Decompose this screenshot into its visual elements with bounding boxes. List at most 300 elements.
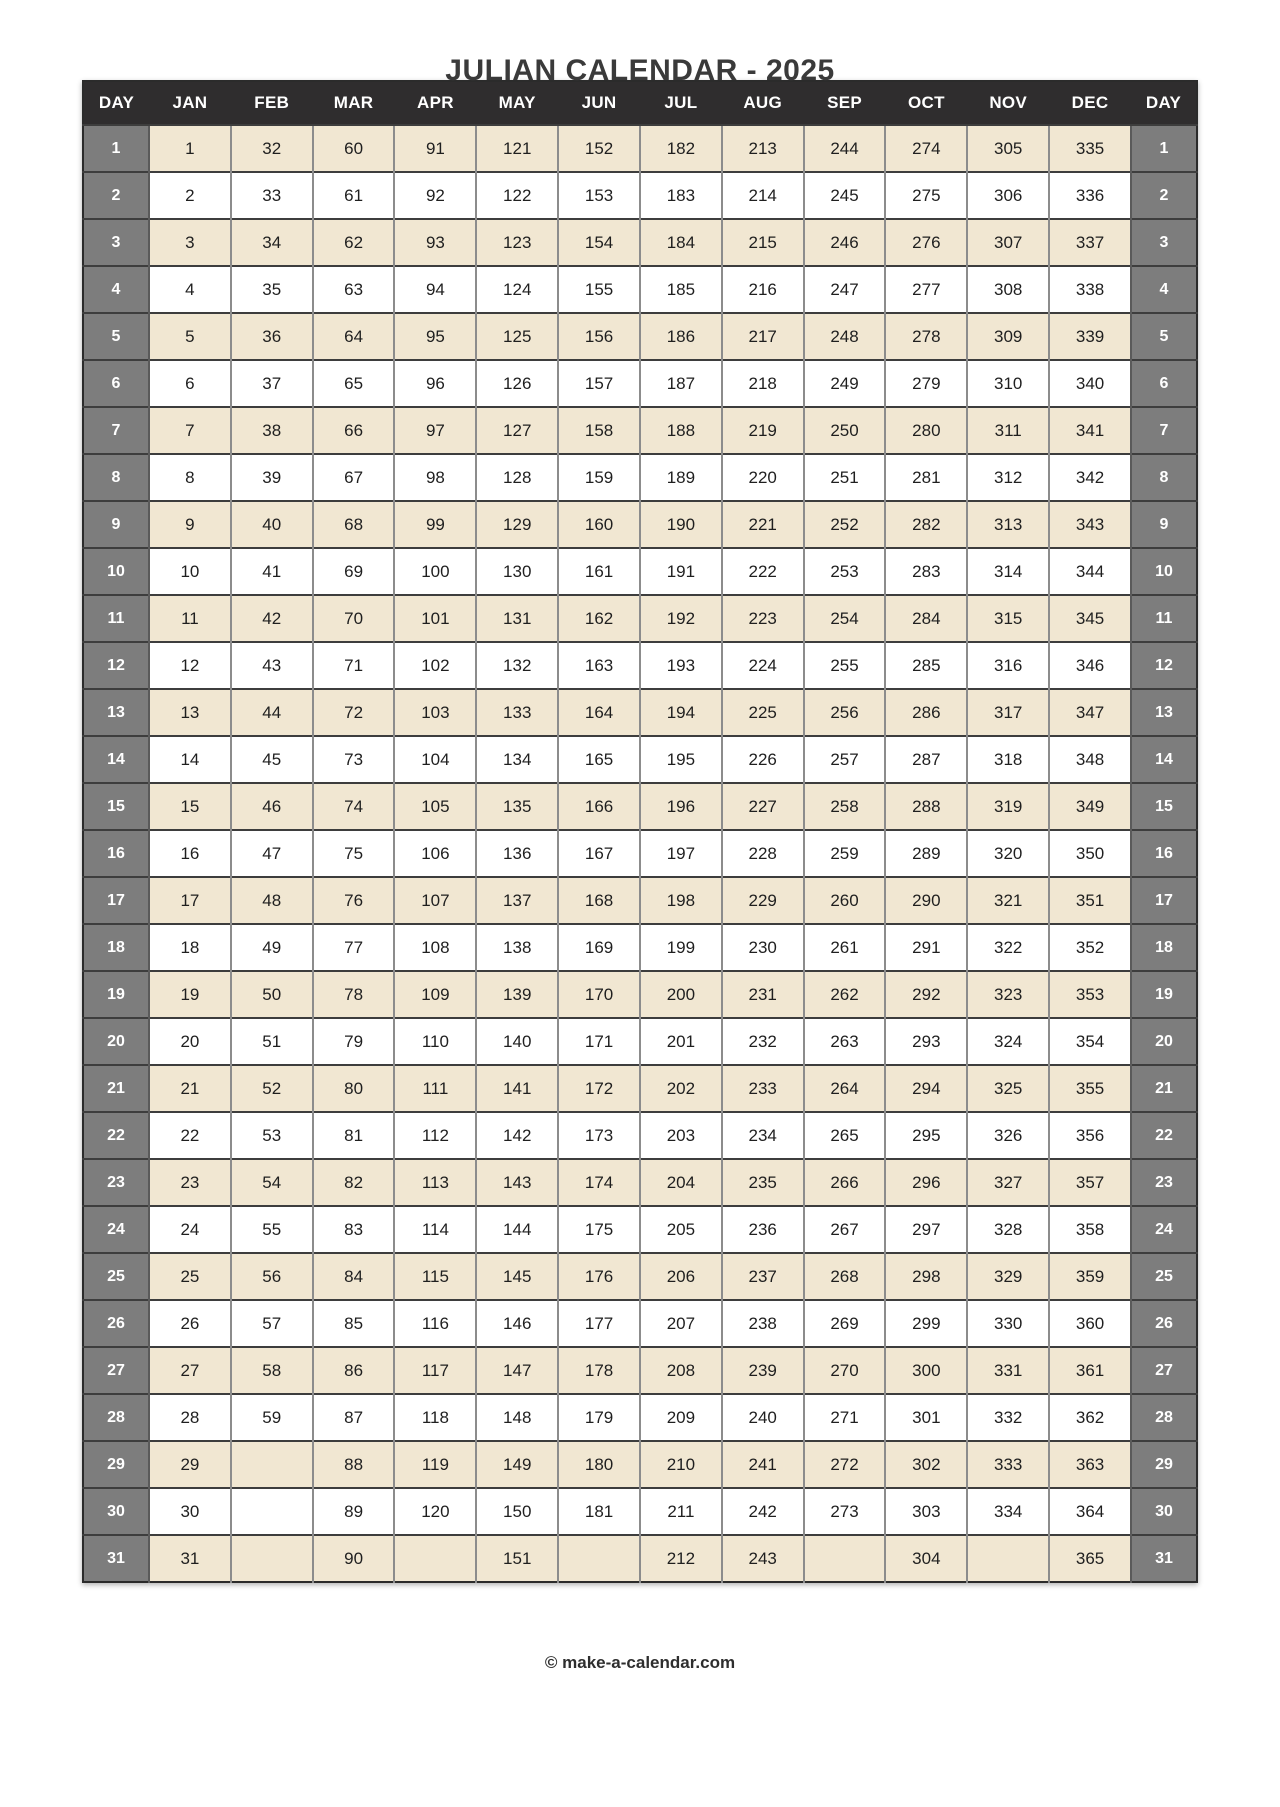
julian-day-cell: 308 bbox=[967, 266, 1049, 313]
julian-day-cell: 208 bbox=[640, 1347, 722, 1394]
julian-day-cell: 2 bbox=[149, 172, 231, 219]
julian-day-cell: 106 bbox=[394, 830, 476, 877]
calendar-row-9 bbox=[83, 501, 1197, 548]
julian-day-cell: 181 bbox=[558, 1488, 640, 1535]
julian-day-cell: 96 bbox=[394, 360, 476, 407]
julian-day-cell: 350 bbox=[1049, 830, 1131, 877]
julian-day-cell: 213 bbox=[722, 125, 804, 172]
julian-day-cell: 87 bbox=[313, 1394, 395, 1441]
julian-day-cell: 99 bbox=[394, 501, 476, 548]
julian-day-cell: 139 bbox=[476, 971, 558, 1018]
month-header-dec: DEC bbox=[1049, 81, 1131, 125]
julian-day-cell: 270 bbox=[804, 1347, 886, 1394]
day-cell-right: 27 bbox=[1131, 1347, 1197, 1394]
julian-day-cell: 138 bbox=[476, 924, 558, 971]
julian-day-cell: 268 bbox=[804, 1253, 886, 1300]
julian-day-cell: 144 bbox=[476, 1206, 558, 1253]
day-cell-right: 15 bbox=[1131, 783, 1197, 830]
julian-day-cell: 134 bbox=[476, 736, 558, 783]
day-cell-left: 9 bbox=[83, 501, 149, 548]
julian-day-cell: 288 bbox=[885, 783, 967, 830]
julian-day-cell: 307 bbox=[967, 219, 1049, 266]
julian-day-cell: 327 bbox=[967, 1159, 1049, 1206]
calendar-row-10 bbox=[83, 548, 1197, 595]
julian-day-cell: 205 bbox=[640, 1206, 722, 1253]
julian-day-cell: 294 bbox=[885, 1065, 967, 1112]
julian-day-cell: 194 bbox=[640, 689, 722, 736]
julian-day-cell: 117 bbox=[394, 1347, 476, 1394]
julian-day-cell: 365 bbox=[1049, 1535, 1131, 1582]
julian-day-cell: 265 bbox=[804, 1112, 886, 1159]
julian-day-cell: 130 bbox=[476, 548, 558, 595]
julian-day-cell: 34 bbox=[231, 219, 313, 266]
day-cell-right: 16 bbox=[1131, 830, 1197, 877]
julian-day-cell: 111 bbox=[394, 1065, 476, 1112]
julian-day-cell: 56 bbox=[231, 1253, 313, 1300]
julian-day-cell: 163 bbox=[558, 642, 640, 689]
julian-day-cell: 115 bbox=[394, 1253, 476, 1300]
julian-day-cell: 154 bbox=[558, 219, 640, 266]
day-cell-left: 17 bbox=[83, 877, 149, 924]
julian-day-cell: 319 bbox=[967, 783, 1049, 830]
julian-day-cell: 187 bbox=[640, 360, 722, 407]
month-header-jan: JAN bbox=[149, 81, 231, 125]
julian-day-cell: 35 bbox=[231, 266, 313, 313]
footer-credit: © make-a-calendar.com bbox=[544, 1653, 736, 1672]
month-header-sep: SEP bbox=[804, 81, 886, 125]
day-cell-left: 29 bbox=[83, 1441, 149, 1488]
day-cell-left: 5 bbox=[83, 313, 149, 360]
julian-day-cell: 266 bbox=[804, 1159, 886, 1206]
julian-day-cell: 343 bbox=[1049, 501, 1131, 548]
julian-day-cell: 306 bbox=[967, 172, 1049, 219]
day-cell-right: 14 bbox=[1131, 736, 1197, 783]
julian-day-cell: 21 bbox=[149, 1065, 231, 1112]
day-cell-right: 2 bbox=[1131, 172, 1197, 219]
julian-day-cell: 207 bbox=[640, 1300, 722, 1347]
julian-day-cell: 44 bbox=[231, 689, 313, 736]
julian-day-cell: 135 bbox=[476, 783, 558, 830]
julian-day-cell: 38 bbox=[231, 407, 313, 454]
julian-day-cell: 66 bbox=[313, 407, 395, 454]
julian-day-cell: 51 bbox=[231, 1018, 313, 1065]
julian-day-cell: 19 bbox=[149, 971, 231, 1018]
julian-day-cell: 211 bbox=[640, 1488, 722, 1535]
julian-day-cell: 97 bbox=[394, 407, 476, 454]
julian-day-cell: 81 bbox=[313, 1112, 395, 1159]
day-header-left: DAY bbox=[83, 81, 149, 125]
julian-day-cell: 41 bbox=[231, 548, 313, 595]
julian-day-cell: 173 bbox=[558, 1112, 640, 1159]
julian-day-cell: 8 bbox=[149, 454, 231, 501]
julian-day-cell: 150 bbox=[476, 1488, 558, 1535]
julian-day-cell: 338 bbox=[1049, 266, 1131, 313]
day-cell-right: 31 bbox=[1131, 1535, 1197, 1582]
julian-day-cell: 77 bbox=[313, 924, 395, 971]
julian-day-cell: 200 bbox=[640, 971, 722, 1018]
julian-day-cell: 15 bbox=[149, 783, 231, 830]
julian-day-cell: 92 bbox=[394, 172, 476, 219]
julian-day-cell bbox=[558, 1535, 640, 1582]
julian-day-cell: 104 bbox=[394, 736, 476, 783]
julian-day-cell: 28 bbox=[149, 1394, 231, 1441]
julian-day-cell: 318 bbox=[967, 736, 1049, 783]
julian-day-cell: 72 bbox=[313, 689, 395, 736]
julian-day-cell: 231 bbox=[722, 971, 804, 1018]
julian-day-cell: 344 bbox=[1049, 548, 1131, 595]
julian-day-cell: 59 bbox=[231, 1394, 313, 1441]
julian-day-cell: 5 bbox=[149, 313, 231, 360]
julian-day-cell: 58 bbox=[231, 1347, 313, 1394]
julian-day-cell: 103 bbox=[394, 689, 476, 736]
julian-day-cell: 88 bbox=[313, 1441, 395, 1488]
julian-day-cell: 17 bbox=[149, 877, 231, 924]
julian-day-cell: 70 bbox=[313, 595, 395, 642]
julian-day-cell: 250 bbox=[804, 407, 886, 454]
julian-day-cell: 31 bbox=[149, 1535, 231, 1582]
julian-day-cell: 146 bbox=[476, 1300, 558, 1347]
julian-day-cell: 349 bbox=[1049, 783, 1131, 830]
julian-day-cell: 83 bbox=[313, 1206, 395, 1253]
julian-day-cell: 189 bbox=[640, 454, 722, 501]
julian-day-cell: 46 bbox=[231, 783, 313, 830]
julian-day-cell: 286 bbox=[885, 689, 967, 736]
julian-day-cell: 171 bbox=[558, 1018, 640, 1065]
julian-day-cell: 25 bbox=[149, 1253, 231, 1300]
julian-day-cell: 210 bbox=[640, 1441, 722, 1488]
julian-day-cell: 6 bbox=[149, 360, 231, 407]
julian-day-cell: 342 bbox=[1049, 454, 1131, 501]
julian-day-cell: 321 bbox=[967, 877, 1049, 924]
julian-day-cell: 356 bbox=[1049, 1112, 1131, 1159]
day-cell-left: 13 bbox=[83, 689, 149, 736]
julian-day-cell: 107 bbox=[394, 877, 476, 924]
julian-day-cell: 155 bbox=[558, 266, 640, 313]
julian-day-cell: 347 bbox=[1049, 689, 1131, 736]
julian-day-cell: 199 bbox=[640, 924, 722, 971]
julian-day-cell: 55 bbox=[231, 1206, 313, 1253]
julian-day-cell: 175 bbox=[558, 1206, 640, 1253]
julian-day-cell: 157 bbox=[558, 360, 640, 407]
day-cell-right: 24 bbox=[1131, 1206, 1197, 1253]
calendar-row-24 bbox=[83, 1206, 1197, 1253]
julian-day-cell: 252 bbox=[804, 501, 886, 548]
julian-day-cell: 364 bbox=[1049, 1488, 1131, 1535]
julian-day-cell: 136 bbox=[476, 830, 558, 877]
day-cell-right: 26 bbox=[1131, 1300, 1197, 1347]
julian-day-cell: 301 bbox=[885, 1394, 967, 1441]
julian-day-cell: 4 bbox=[149, 266, 231, 313]
julian-day-cell: 45 bbox=[231, 736, 313, 783]
julian-day-cell: 178 bbox=[558, 1347, 640, 1394]
month-header-mar: MAR bbox=[313, 81, 395, 125]
julian-day-cell: 291 bbox=[885, 924, 967, 971]
calendar-row-4 bbox=[83, 266, 1197, 313]
julian-day-cell: 220 bbox=[722, 454, 804, 501]
julian-day-cell: 241 bbox=[722, 1441, 804, 1488]
julian-day-cell: 73 bbox=[313, 736, 395, 783]
julian-day-cell: 133 bbox=[476, 689, 558, 736]
month-header-aug: AUG bbox=[722, 81, 804, 125]
julian-day-cell: 132 bbox=[476, 642, 558, 689]
julian-day-cell: 57 bbox=[231, 1300, 313, 1347]
julian-calendar-table bbox=[82, 80, 1198, 1583]
julian-day-cell: 50 bbox=[231, 971, 313, 1018]
julian-day-cell: 67 bbox=[313, 454, 395, 501]
julian-day-cell: 224 bbox=[722, 642, 804, 689]
julian-day-cell: 218 bbox=[722, 360, 804, 407]
julian-day-cell: 226 bbox=[722, 736, 804, 783]
julian-day-cell: 292 bbox=[885, 971, 967, 1018]
julian-day-cell: 204 bbox=[640, 1159, 722, 1206]
month-header-oct: OCT bbox=[885, 81, 967, 125]
julian-day-cell: 180 bbox=[558, 1441, 640, 1488]
julian-day-cell: 125 bbox=[476, 313, 558, 360]
julian-day-cell: 289 bbox=[885, 830, 967, 877]
julian-day-cell: 258 bbox=[804, 783, 886, 830]
julian-day-cell: 167 bbox=[558, 830, 640, 877]
julian-day-cell: 331 bbox=[967, 1347, 1049, 1394]
julian-day-cell: 362 bbox=[1049, 1394, 1131, 1441]
julian-day-cell: 105 bbox=[394, 783, 476, 830]
julian-day-cell: 216 bbox=[722, 266, 804, 313]
day-cell-left: 24 bbox=[83, 1206, 149, 1253]
julian-day-cell: 90 bbox=[313, 1535, 395, 1582]
julian-day-cell: 54 bbox=[231, 1159, 313, 1206]
julian-day-cell: 49 bbox=[231, 924, 313, 971]
julian-day-cell: 311 bbox=[967, 407, 1049, 454]
julian-day-cell: 168 bbox=[558, 877, 640, 924]
julian-day-cell: 337 bbox=[1049, 219, 1131, 266]
julian-day-cell bbox=[231, 1441, 313, 1488]
julian-day-cell: 279 bbox=[885, 360, 967, 407]
julian-day-cell: 121 bbox=[476, 125, 558, 172]
julian-day-cell: 335 bbox=[1049, 125, 1131, 172]
julian-day-cell: 201 bbox=[640, 1018, 722, 1065]
julian-day-cell: 183 bbox=[640, 172, 722, 219]
day-cell-left: 7 bbox=[83, 407, 149, 454]
day-cell-left: 26 bbox=[83, 1300, 149, 1347]
calendar-row-27 bbox=[83, 1347, 1197, 1394]
julian-day-cell: 186 bbox=[640, 313, 722, 360]
julian-day-cell: 259 bbox=[804, 830, 886, 877]
calendar-row-3 bbox=[83, 219, 1197, 266]
julian-day-cell: 128 bbox=[476, 454, 558, 501]
julian-day-cell: 253 bbox=[804, 548, 886, 595]
julian-day-cell: 152 bbox=[558, 125, 640, 172]
day-cell-left: 27 bbox=[83, 1347, 149, 1394]
day-cell-left: 21 bbox=[83, 1065, 149, 1112]
julian-day-cell: 42 bbox=[231, 595, 313, 642]
julian-day-cell: 145 bbox=[476, 1253, 558, 1300]
julian-day-cell: 243 bbox=[722, 1535, 804, 1582]
julian-day-cell: 358 bbox=[1049, 1206, 1131, 1253]
julian-day-cell: 124 bbox=[476, 266, 558, 313]
julian-day-cell: 122 bbox=[476, 172, 558, 219]
julian-day-cell: 232 bbox=[722, 1018, 804, 1065]
julian-day-cell: 203 bbox=[640, 1112, 722, 1159]
julian-day-cell: 197 bbox=[640, 830, 722, 877]
day-cell-left: 16 bbox=[83, 830, 149, 877]
julian-day-cell: 120 bbox=[394, 1488, 476, 1535]
julian-day-cell: 195 bbox=[640, 736, 722, 783]
month-header-jun: JUN bbox=[558, 81, 640, 125]
julian-day-cell: 61 bbox=[313, 172, 395, 219]
julian-day-cell: 230 bbox=[722, 924, 804, 971]
julian-day-cell: 95 bbox=[394, 313, 476, 360]
julian-day-cell: 299 bbox=[885, 1300, 967, 1347]
julian-day-cell: 131 bbox=[476, 595, 558, 642]
calendar-row-28 bbox=[83, 1394, 1197, 1441]
julian-day-cell: 257 bbox=[804, 736, 886, 783]
julian-day-cell: 264 bbox=[804, 1065, 886, 1112]
julian-day-cell: 245 bbox=[804, 172, 886, 219]
julian-day-cell: 360 bbox=[1049, 1300, 1131, 1347]
julian-day-cell: 176 bbox=[558, 1253, 640, 1300]
julian-day-cell: 110 bbox=[394, 1018, 476, 1065]
julian-day-cell: 165 bbox=[558, 736, 640, 783]
day-cell-left: 4 bbox=[83, 266, 149, 313]
julian-day-cell: 273 bbox=[804, 1488, 886, 1535]
julian-day-cell: 140 bbox=[476, 1018, 558, 1065]
day-cell-left: 11 bbox=[83, 595, 149, 642]
julian-day-cell: 158 bbox=[558, 407, 640, 454]
month-header-feb: FEB bbox=[231, 81, 313, 125]
julian-day-cell: 323 bbox=[967, 971, 1049, 1018]
julian-day-cell: 228 bbox=[722, 830, 804, 877]
julian-day-cell: 7 bbox=[149, 407, 231, 454]
julian-day-cell: 317 bbox=[967, 689, 1049, 736]
julian-day-cell: 13 bbox=[149, 689, 231, 736]
julian-day-cell: 188 bbox=[640, 407, 722, 454]
julian-day-cell: 325 bbox=[967, 1065, 1049, 1112]
day-cell-right: 20 bbox=[1131, 1018, 1197, 1065]
julian-day-cell: 159 bbox=[558, 454, 640, 501]
julian-day-cell: 109 bbox=[394, 971, 476, 1018]
julian-day-cell: 47 bbox=[231, 830, 313, 877]
day-cell-right: 5 bbox=[1131, 313, 1197, 360]
julian-day-cell: 227 bbox=[722, 783, 804, 830]
julian-day-cell bbox=[394, 1535, 476, 1582]
julian-day-cell: 30 bbox=[149, 1488, 231, 1535]
day-cell-right: 6 bbox=[1131, 360, 1197, 407]
calendar-row-16 bbox=[83, 830, 1197, 877]
julian-day-cell: 116 bbox=[394, 1300, 476, 1347]
julian-day-cell: 142 bbox=[476, 1112, 558, 1159]
month-header-may: MAY bbox=[476, 81, 558, 125]
julian-day-cell: 172 bbox=[558, 1065, 640, 1112]
day-cell-left: 31 bbox=[83, 1535, 149, 1582]
julian-day-cell: 334 bbox=[967, 1488, 1049, 1535]
julian-day-cell: 282 bbox=[885, 501, 967, 548]
julian-day-cell: 91 bbox=[394, 125, 476, 172]
julian-day-cell: 108 bbox=[394, 924, 476, 971]
julian-day-cell: 300 bbox=[885, 1347, 967, 1394]
julian-day-cell: 215 bbox=[722, 219, 804, 266]
day-cell-left: 18 bbox=[83, 924, 149, 971]
julian-day-cell: 76 bbox=[313, 877, 395, 924]
julian-day-cell: 93 bbox=[394, 219, 476, 266]
julian-day-cell: 242 bbox=[722, 1488, 804, 1535]
julian-day-cell: 221 bbox=[722, 501, 804, 548]
julian-day-cell: 62 bbox=[313, 219, 395, 266]
julian-day-cell: 29 bbox=[149, 1441, 231, 1488]
julian-day-cell: 174 bbox=[558, 1159, 640, 1206]
julian-day-cell: 89 bbox=[313, 1488, 395, 1535]
day-cell-right: 25 bbox=[1131, 1253, 1197, 1300]
julian-day-cell: 254 bbox=[804, 595, 886, 642]
day-cell-left: 20 bbox=[83, 1018, 149, 1065]
day-cell-left: 23 bbox=[83, 1159, 149, 1206]
month-header-jul: JUL bbox=[640, 81, 722, 125]
julian-day-cell: 147 bbox=[476, 1347, 558, 1394]
julian-day-cell: 305 bbox=[967, 125, 1049, 172]
julian-day-cell: 244 bbox=[804, 125, 886, 172]
julian-day-cell: 214 bbox=[722, 172, 804, 219]
page-title: JULIAN CALENDAR - 2025 bbox=[445, 54, 835, 87]
julian-day-cell: 190 bbox=[640, 501, 722, 548]
julian-day-cell: 79 bbox=[313, 1018, 395, 1065]
julian-day-cell: 359 bbox=[1049, 1253, 1131, 1300]
julian-day-cell: 267 bbox=[804, 1206, 886, 1253]
julian-day-cell: 238 bbox=[722, 1300, 804, 1347]
calendar-row-23 bbox=[83, 1159, 1197, 1206]
julian-day-cell: 10 bbox=[149, 548, 231, 595]
julian-day-cell: 295 bbox=[885, 1112, 967, 1159]
julian-day-cell: 225 bbox=[722, 689, 804, 736]
day-cell-left: 10 bbox=[83, 548, 149, 595]
julian-day-cell: 326 bbox=[967, 1112, 1049, 1159]
day-cell-left: 14 bbox=[83, 736, 149, 783]
day-cell-right: 30 bbox=[1131, 1488, 1197, 1535]
julian-day-cell: 353 bbox=[1049, 971, 1131, 1018]
julian-day-cell: 85 bbox=[313, 1300, 395, 1347]
julian-day-cell: 64 bbox=[313, 313, 395, 360]
julian-day-cell: 80 bbox=[313, 1065, 395, 1112]
julian-day-cell: 9 bbox=[149, 501, 231, 548]
julian-day-cell: 149 bbox=[476, 1441, 558, 1488]
julian-day-cell: 263 bbox=[804, 1018, 886, 1065]
julian-day-cell: 315 bbox=[967, 595, 1049, 642]
julian-day-cell: 170 bbox=[558, 971, 640, 1018]
day-cell-right: 10 bbox=[1131, 548, 1197, 595]
calendar-row-13 bbox=[83, 689, 1197, 736]
julian-day-cell: 1 bbox=[149, 125, 231, 172]
julian-day-cell: 82 bbox=[313, 1159, 395, 1206]
julian-day-cell: 114 bbox=[394, 1206, 476, 1253]
calendar-row-2 bbox=[83, 172, 1197, 219]
julian-day-cell: 355 bbox=[1049, 1065, 1131, 1112]
day-cell-right: 8 bbox=[1131, 454, 1197, 501]
julian-day-cell bbox=[967, 1535, 1049, 1582]
julian-day-cell: 233 bbox=[722, 1065, 804, 1112]
julian-day-cell: 329 bbox=[967, 1253, 1049, 1300]
julian-day-cell: 98 bbox=[394, 454, 476, 501]
julian-day-cell: 354 bbox=[1049, 1018, 1131, 1065]
day-cell-left: 15 bbox=[83, 783, 149, 830]
julian-day-cell: 240 bbox=[722, 1394, 804, 1441]
julian-day-cell: 27 bbox=[149, 1347, 231, 1394]
julian-day-cell: 129 bbox=[476, 501, 558, 548]
julian-day-cell: 102 bbox=[394, 642, 476, 689]
julian-day-cell: 283 bbox=[885, 548, 967, 595]
julian-day-cell: 161 bbox=[558, 548, 640, 595]
calendar-row-31 bbox=[83, 1535, 1197, 1582]
julian-day-cell: 351 bbox=[1049, 877, 1131, 924]
julian-day-cell: 169 bbox=[558, 924, 640, 971]
julian-day-cell: 310 bbox=[967, 360, 1049, 407]
julian-day-cell: 340 bbox=[1049, 360, 1131, 407]
